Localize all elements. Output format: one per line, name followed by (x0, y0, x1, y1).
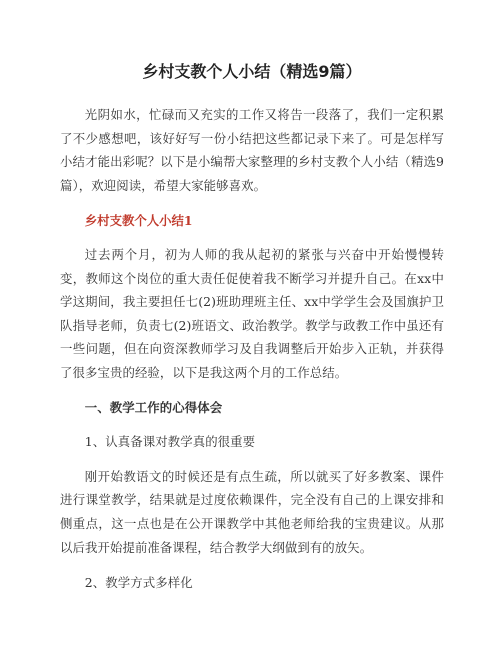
subheading-2: 2、教学方式多样化 (84, 575, 193, 591)
section-title: 乡村支教个人小结1 (84, 213, 193, 229)
body-paragraph-2: 刚开始教语文的时候还是有点生疏，所以就买了好多教案、课件进行课堂教学，结果就是过度依赖课件，完全没有自己的上课安排和侧重点，这一点也是在公开课教学中其他老师给我的宝贵建议。从那以后我开始提前准备课程，结合教学大纲做到有的放矢。 (60, 468, 444, 555)
heading-teaching-experience: 一、教学工作的心得体会 (84, 399, 223, 415)
subheading-1: 1、认真备课对教学真的很重要 (84, 434, 256, 450)
body-paragraph-1: 过去两个月，初为人师的我从起初的紧张与兴奋中开始慢慢转变，教师这个岗位的重大责任促使着我不断学习并提升自己。在xx中学这期间，我主要担任七(2)班助理班主任、xx中学学生会及国旗护卫队指导老师，负责七(2)班语文、政治教学。教学与政教工作中虽还有一些问题，但在向资深教师学习及自我调整后开始步入正轨，并获得了很多宝贵的经验，以下是我这两个月的工作总结。 (60, 246, 444, 380)
intro-paragraph: 光阴如水，忙碌而又充实的工作又将告一段落了，我们一定积累了不少感想吧，该好好写一份小结把这些都记录下来了。可是怎样写小结才能出彩呢？以下是小编帮大家整理的乡村支教个人小结（精选9篇），欢迎阅读，希望大家能够喜欢。 (60, 107, 444, 193)
document-title: 乡村支教个人小结（精选9篇） (142, 62, 362, 81)
